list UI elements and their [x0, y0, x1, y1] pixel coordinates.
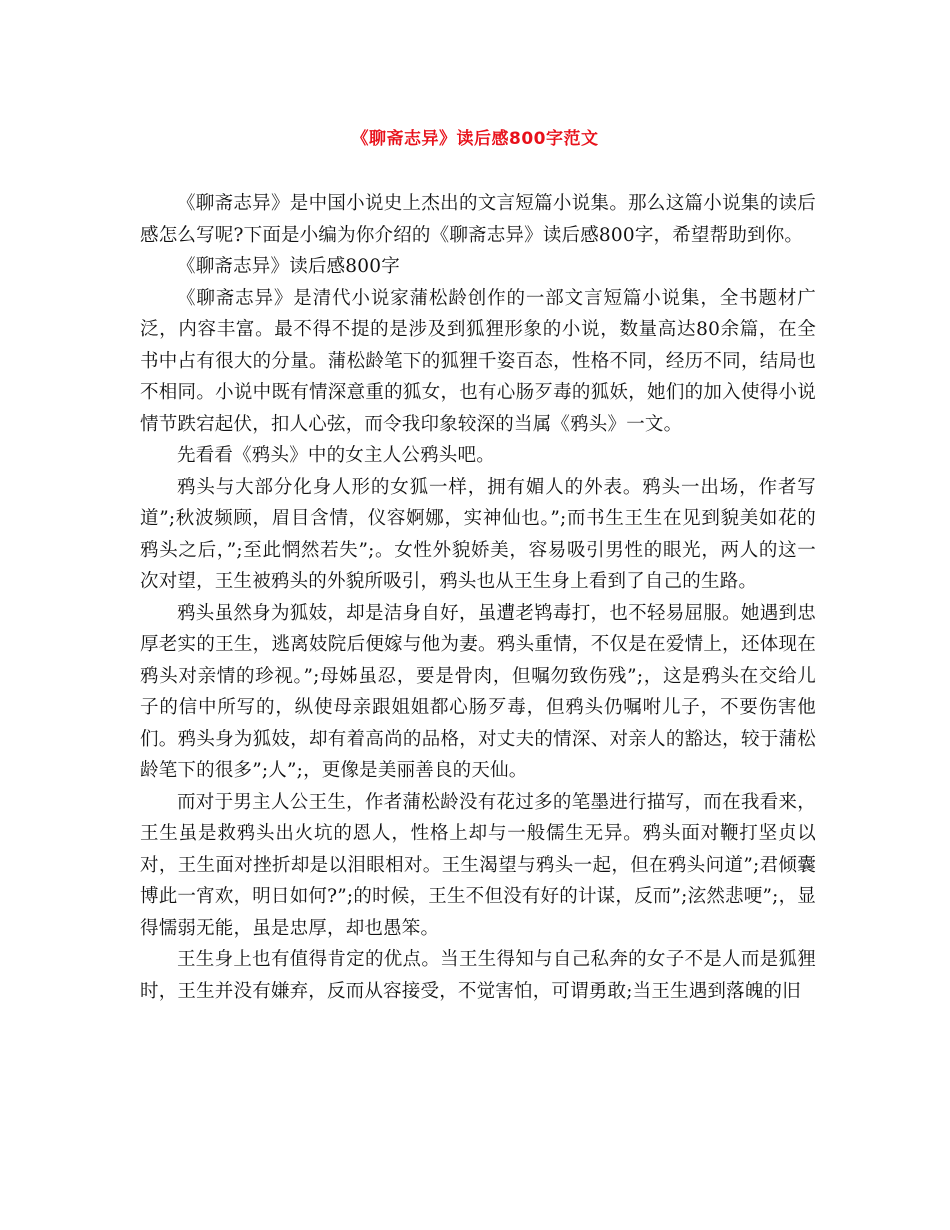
paragraph-wang-sheng: 而对于男主人公王生，作者蒲松龄没有花过多的笔墨进行描写，而在我看来，王生虽是救鸦头出火坑的恩人，性格上却与一般儒生无异。鸦头面对鞭打坚贞以对，王生面对挫折却是以泪眼相对。王生渴望与鸦头一起，但在鸦头问道”;君倾囊博此一宵欢，明日如何?”;的时候，王生不但没有好的计谋，反而”;泫然悲哽”;，显得懦弱无能，虽是忠厚，却也愚笨。: [140, 791, 816, 939]
document-title: 《聊斋志异》读后感800字范文: [351, 129, 599, 149]
paragraph-overview: 《聊斋志异》是清代小说家蒲松龄创作的一部文言短篇小说集，全书题材广泛，内容丰富。最不得不提的是涉及到狐狸形象的小说，数量高达80余篇，在全书中占有很大的分量。蒲松龄笔下的狐狸千姿百态，性格不同，经历不同，结局也不相同。小说中既有情深意重的狐女，也有心肠歹毒的狐妖，她们的加入使得小说情节跌宕起伏，扣人心弦，而令我印象较深的当属《鸦头》一文。: [140, 287, 816, 435]
paragraph-intro: 《聊斋志异》是中国小说史上杰出的文言短篇小说集。那么这篇小说集的读后感怎么写呢?下面是小编为你介绍的《聊斋志异》读后感800字，希望帮助到你。: [140, 193, 816, 246]
paragraph-appearance: 鸦头与大部分化身人形的女狐一样，拥有媚人的外表。鸦头一出场，作者写道”;秋波频顾，眉目含情，仪容婀娜，实神仙也。”;而书生王生在见到貌美如花的鸦头之后，”;至此惘然若失”;。女性外貌娇美，容易吸引男性的眼光，两人的这一次对望，王生被鸦头的外貌所吸引，鸦头也从王生身上看到了自己的生路。: [140, 476, 816, 592]
paragraph-heroine-intro: 先看看《鸦头》中的女主人公鸦头吧。: [177, 445, 495, 466]
paragraph-subheading: 《聊斋志异》读后感800字: [177, 256, 400, 277]
document-body: [140, 188, 816, 1007]
paragraph-merits: 王生身上也有值得肯定的优点。当王生得知与自己私奔的女子不是人而是狐狸时，王生并没有嫌弃，反而从容接受，不觉害怕，可谓勇敢;当王生遇到落魄的旧: [140, 949, 816, 1002]
paragraph-character: 鸦头虽然身为狐妓，却是洁身自好，虽遭老鸨毒打，也不轻易屈服。她遇到忠厚老实的王生，逃离妓院后便嫁与他为妻。鸦头重情，不仅是在爱情上，还体现在鸦头对亲情的珍视。”;母姊虽忍，要是骨肉，但嘱勿致伤残”;，这是鸦头在交给儿子的信中所写的，纵使母亲跟姐姐都心肠歹毒，但鸦头仍嘱咐儿子，不要伤害他们。鸦头身为狐妓，却有着高尚的品格，对丈夫的情深、对亲人的豁达，较于蒲松龄笔下的很多”;人”;，更像是美丽善良的天仙。: [140, 602, 816, 781]
